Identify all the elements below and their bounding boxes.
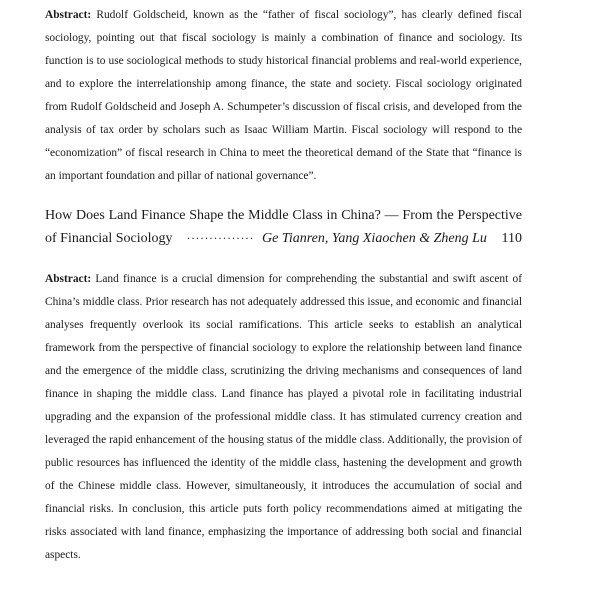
toc-entry-page-number[interactable]: 110 bbox=[501, 231, 522, 246]
toc-entry-title-line2[interactable]: of Financial Sociology bbox=[45, 231, 173, 246]
document-page bbox=[45, 4, 522, 567]
abstract-2-label: Abstract bbox=[45, 273, 88, 285]
toc-leader-dots: ··············· bbox=[186, 231, 254, 245]
toc-entry-title-line1[interactable]: How Does Land Finance Shape the Middle Class in China? — From the Perspective bbox=[45, 208, 522, 223]
abstract-2 bbox=[45, 268, 522, 567]
abstract-1 bbox=[45, 4, 522, 188]
toc-entry-line2[interactable] bbox=[45, 227, 522, 250]
abstract-1-label: Abstract bbox=[45, 9, 88, 21]
abstract-1-text: Rudolf Goldscheid, known as the “father of fiscal sociology”, has clearly defined fiscal sociology, pointing out that fiscal sociology is mainly a combination of finance and sociology. Its function is to use sociological methods to study historical financial problems and real-world experience, and to explore the interrelationship among finance, the state and society. Fiscal sociology originated from Rudolf Goldscheid and Joseph A. Schumpeter’s discussion of fiscal crisis, and developed from the analysis of tax order by scholars such as Isaac William Martin. Fiscal sociology will respond to the “economization” of fiscal research in China to meet the theoretical demand of the State that “finance is an important foundation and pillar of national governance”. bbox=[45, 9, 522, 182]
abstract-2-text: Land finance is a crucial dimension for comprehending the substantial and swift ascent of China’s middle class. Prior research has not adequately addressed this issue, and economic and financial analyses frequently overlook its social ramifications. This article seeks to establish an analytical framework from the perspective of financial sociology to explore the relationship between land finance and the emergence of the middle class, scrutinizing the driving mechanisms and consequences of land finance in shaping the middle class. Land finance has played a pivotal role in facilitating industrial upgrading and the expansion of the professional middle class. It has stimulated currency creation and leveraged the rapid enhancement of the housing status of the middle class. Additionally, the provision of public resources has influenced the identity of the middle class, hastening the development and growth of the Chinese middle class. However, simultaneously, it introduces the accumulation of social and financial risks. In conclusion, this article puts forth policy recommendations aimed at mitigating the risks associated with land finance, emphasizing the importance of addressing both social and financial aspects. bbox=[45, 273, 522, 561]
toc-entry[interactable] bbox=[45, 205, 522, 250]
abstract-1-separator: : bbox=[87, 9, 97, 21]
toc-entry-authors: Ge Tianren, Yang Xiaochen & Zheng Lu bbox=[262, 231, 487, 246]
abstract-2-separator: : bbox=[87, 273, 96, 285]
